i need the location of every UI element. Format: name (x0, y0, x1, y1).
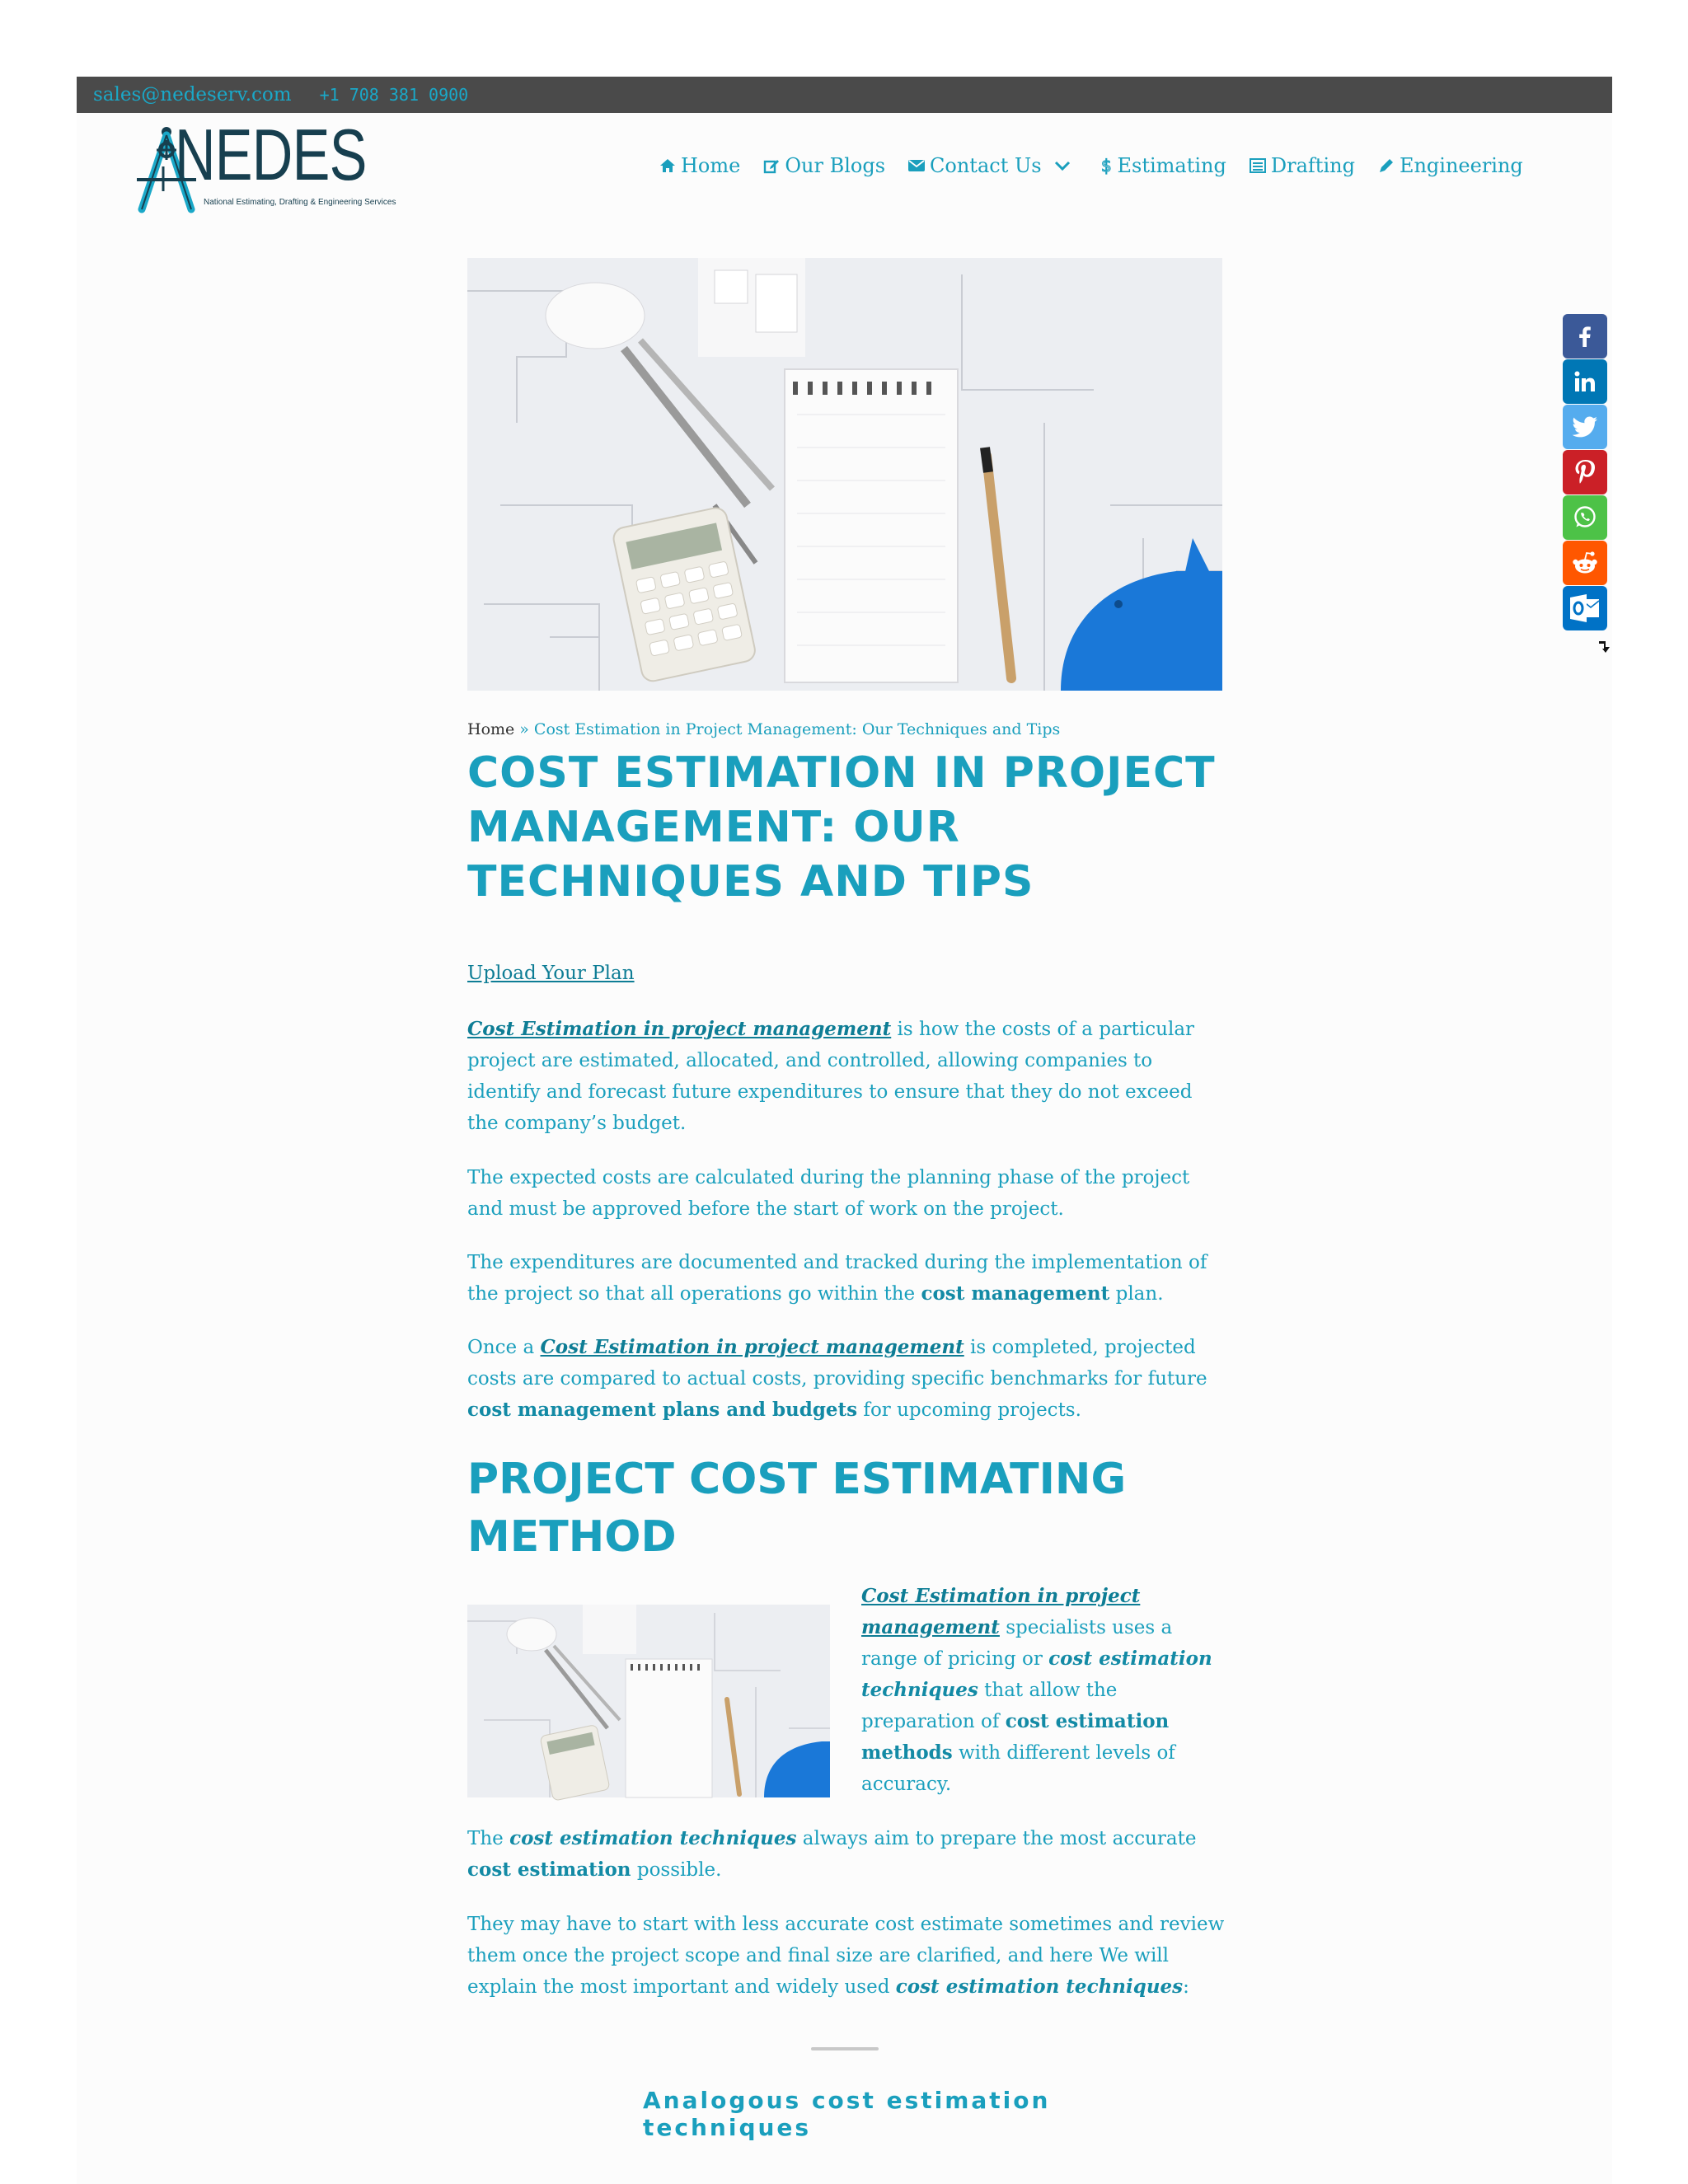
hide-arrow-icon (1597, 640, 1612, 654)
paragraph-text: They may have to start with less accurate cost estimate sometimes and review them once the project scope and final size are clarified, and here We will explain the most important and widely used (467, 1914, 1225, 1998)
nav-label: Estimating (1117, 154, 1226, 177)
share-outlook-button[interactable] (1563, 586, 1607, 630)
paragraph-text: specialists uses a range of pricing or (861, 1617, 1173, 1670)
paragraph-text: with different levels of accuracy. (861, 1742, 1175, 1795)
paragraph-planning: The expected costs are calculated during the planning phase of the project and must be approved before the start of work on the project. (467, 1167, 1190, 1220)
breadcrumb (467, 720, 1060, 738)
nav-item-contact[interactable] (908, 154, 1076, 177)
page-title: COST ESTIMATION IN PROJECT MANAGEMENT: OUR TECHNIQUES AND TIPS (467, 748, 1216, 907)
paragraph-tracking (467, 1247, 1226, 1310)
nav-label: Drafting (1270, 154, 1355, 177)
nav-item-engineering[interactable] (1378, 154, 1523, 177)
section-heading: PROJECT COST ESTIMATING METHOD (467, 1455, 1127, 1562)
cost-estimation-link[interactable]: Cost Estimation in project management (467, 1018, 892, 1040)
pinterest-icon (1573, 459, 1597, 485)
bold-text: cost management plans and budgets (467, 1399, 858, 1421)
upload-plan-link[interactable]: Upload Your Plan (467, 963, 635, 984)
paragraph-accuracy (467, 1823, 1226, 1886)
breadcrumb-separator: » (519, 720, 529, 738)
next-heading-cut (643, 2087, 1055, 2141)
top-contact-bar (77, 77, 1612, 113)
paragraph-intro (467, 1014, 1226, 1139)
paragraph-text: plan. (1109, 1283, 1164, 1305)
paragraph-text: : (1183, 1976, 1189, 1998)
bold-text: cost management (921, 1282, 1110, 1305)
pencil-icon (1378, 157, 1395, 174)
main-navigation (659, 154, 1546, 177)
home-icon (659, 157, 676, 174)
bold-italic-text: cost estimation techniques (509, 1827, 797, 1849)
paragraph-text: always aim to prepare the most accurate (796, 1828, 1197, 1849)
nav-label: Contact Us (930, 154, 1042, 177)
reddit-icon (1571, 551, 1599, 575)
logo-wordmark: NEDES (175, 114, 367, 195)
twitter-icon (1572, 415, 1598, 438)
next-heading-text: Analogous cost estimation techniques (643, 2087, 1051, 2141)
cost-estimation-link[interactable]: Cost Estimation in project management (540, 1336, 964, 1358)
hero-image (467, 258, 1222, 691)
edit-icon (763, 157, 780, 174)
paragraph-comparison (467, 1332, 1226, 1426)
nav-item-blogs[interactable] (763, 154, 885, 177)
phone-link[interactable]: +1 708 381 0900 (319, 85, 469, 105)
nav-label: Our Blogs (785, 154, 886, 177)
nav-item-drafting[interactable] (1250, 154, 1355, 177)
paragraph-text: is completed, projected costs are compared to actual costs, providing specific benchmarks for future (467, 1337, 1207, 1390)
logo-tagline: National Estimating, Drafting & Engineering Services (204, 198, 396, 207)
cost-estimation-link[interactable]: Cost Estimation in project management (861, 1585, 1141, 1638)
dollar-icon (1100, 156, 1113, 176)
bold-italic-text: cost estimation techniques (861, 1647, 1212, 1701)
site-logo[interactable] (134, 114, 396, 216)
share-whatsapp-button[interactable] (1563, 495, 1607, 540)
nav-item-home[interactable] (659, 154, 740, 177)
bold-text: cost estimation methods (861, 1710, 1170, 1764)
section-divider (811, 2047, 879, 2050)
bold-text: cost estimation (467, 1858, 631, 1881)
list-icon (1250, 157, 1266, 174)
envelope-icon (908, 159, 925, 172)
whatsapp-icon (1572, 504, 1598, 531)
linkedin-icon (1573, 369, 1597, 394)
share-facebook-button[interactable] (1563, 314, 1607, 359)
paragraph-text: The (467, 1828, 510, 1849)
paragraph-method (861, 1581, 1216, 1800)
breadcrumb-home-link[interactable]: Home (467, 720, 515, 738)
paragraph-text: is how the costs of a particular project are estimated, allocated, and controlled, allowing companies to identify and forecast future expenditures to ensure that they do not exceed the company’s budget. (467, 1019, 1195, 1134)
share-twitter-button[interactable] (1563, 405, 1607, 449)
paragraph-text: The expenditures are documented and tracked during the implementation of the project so that all operations go within the (467, 1252, 1207, 1305)
share-bar (1563, 314, 1607, 631)
paragraph-text: that allow the preparation of (861, 1680, 1118, 1732)
nav-label: Home (681, 154, 741, 177)
paragraph-techniques (467, 1909, 1226, 2003)
paragraph-text: possible. (631, 1859, 722, 1881)
paragraph-text: for upcoming projects. (857, 1399, 1081, 1421)
email-link[interactable]: sales@nedeserv.com (93, 84, 292, 105)
paragraph-text: Once a (467, 1337, 541, 1358)
share-pinterest-button[interactable] (1563, 450, 1607, 494)
nav-item-estimating[interactable] (1100, 154, 1226, 177)
chevron-down-icon[interactable] (1053, 160, 1071, 171)
article-thumbnail-image (467, 1605, 830, 1797)
outlook-icon (1569, 593, 1601, 623)
share-reddit-button[interactable] (1563, 541, 1607, 585)
share-linkedin-button[interactable] (1563, 359, 1607, 404)
hide-share-bar-button[interactable] (1597, 640, 1612, 658)
facebook-icon (1573, 324, 1597, 349)
svg-text:$: $ (1100, 156, 1112, 176)
nav-label: Engineering (1399, 154, 1523, 177)
breadcrumb-current: Cost Estimation in Project Management: Our Techniques and Tips (533, 720, 1061, 738)
bold-italic-text: cost estimation techniques (895, 1975, 1184, 1998)
